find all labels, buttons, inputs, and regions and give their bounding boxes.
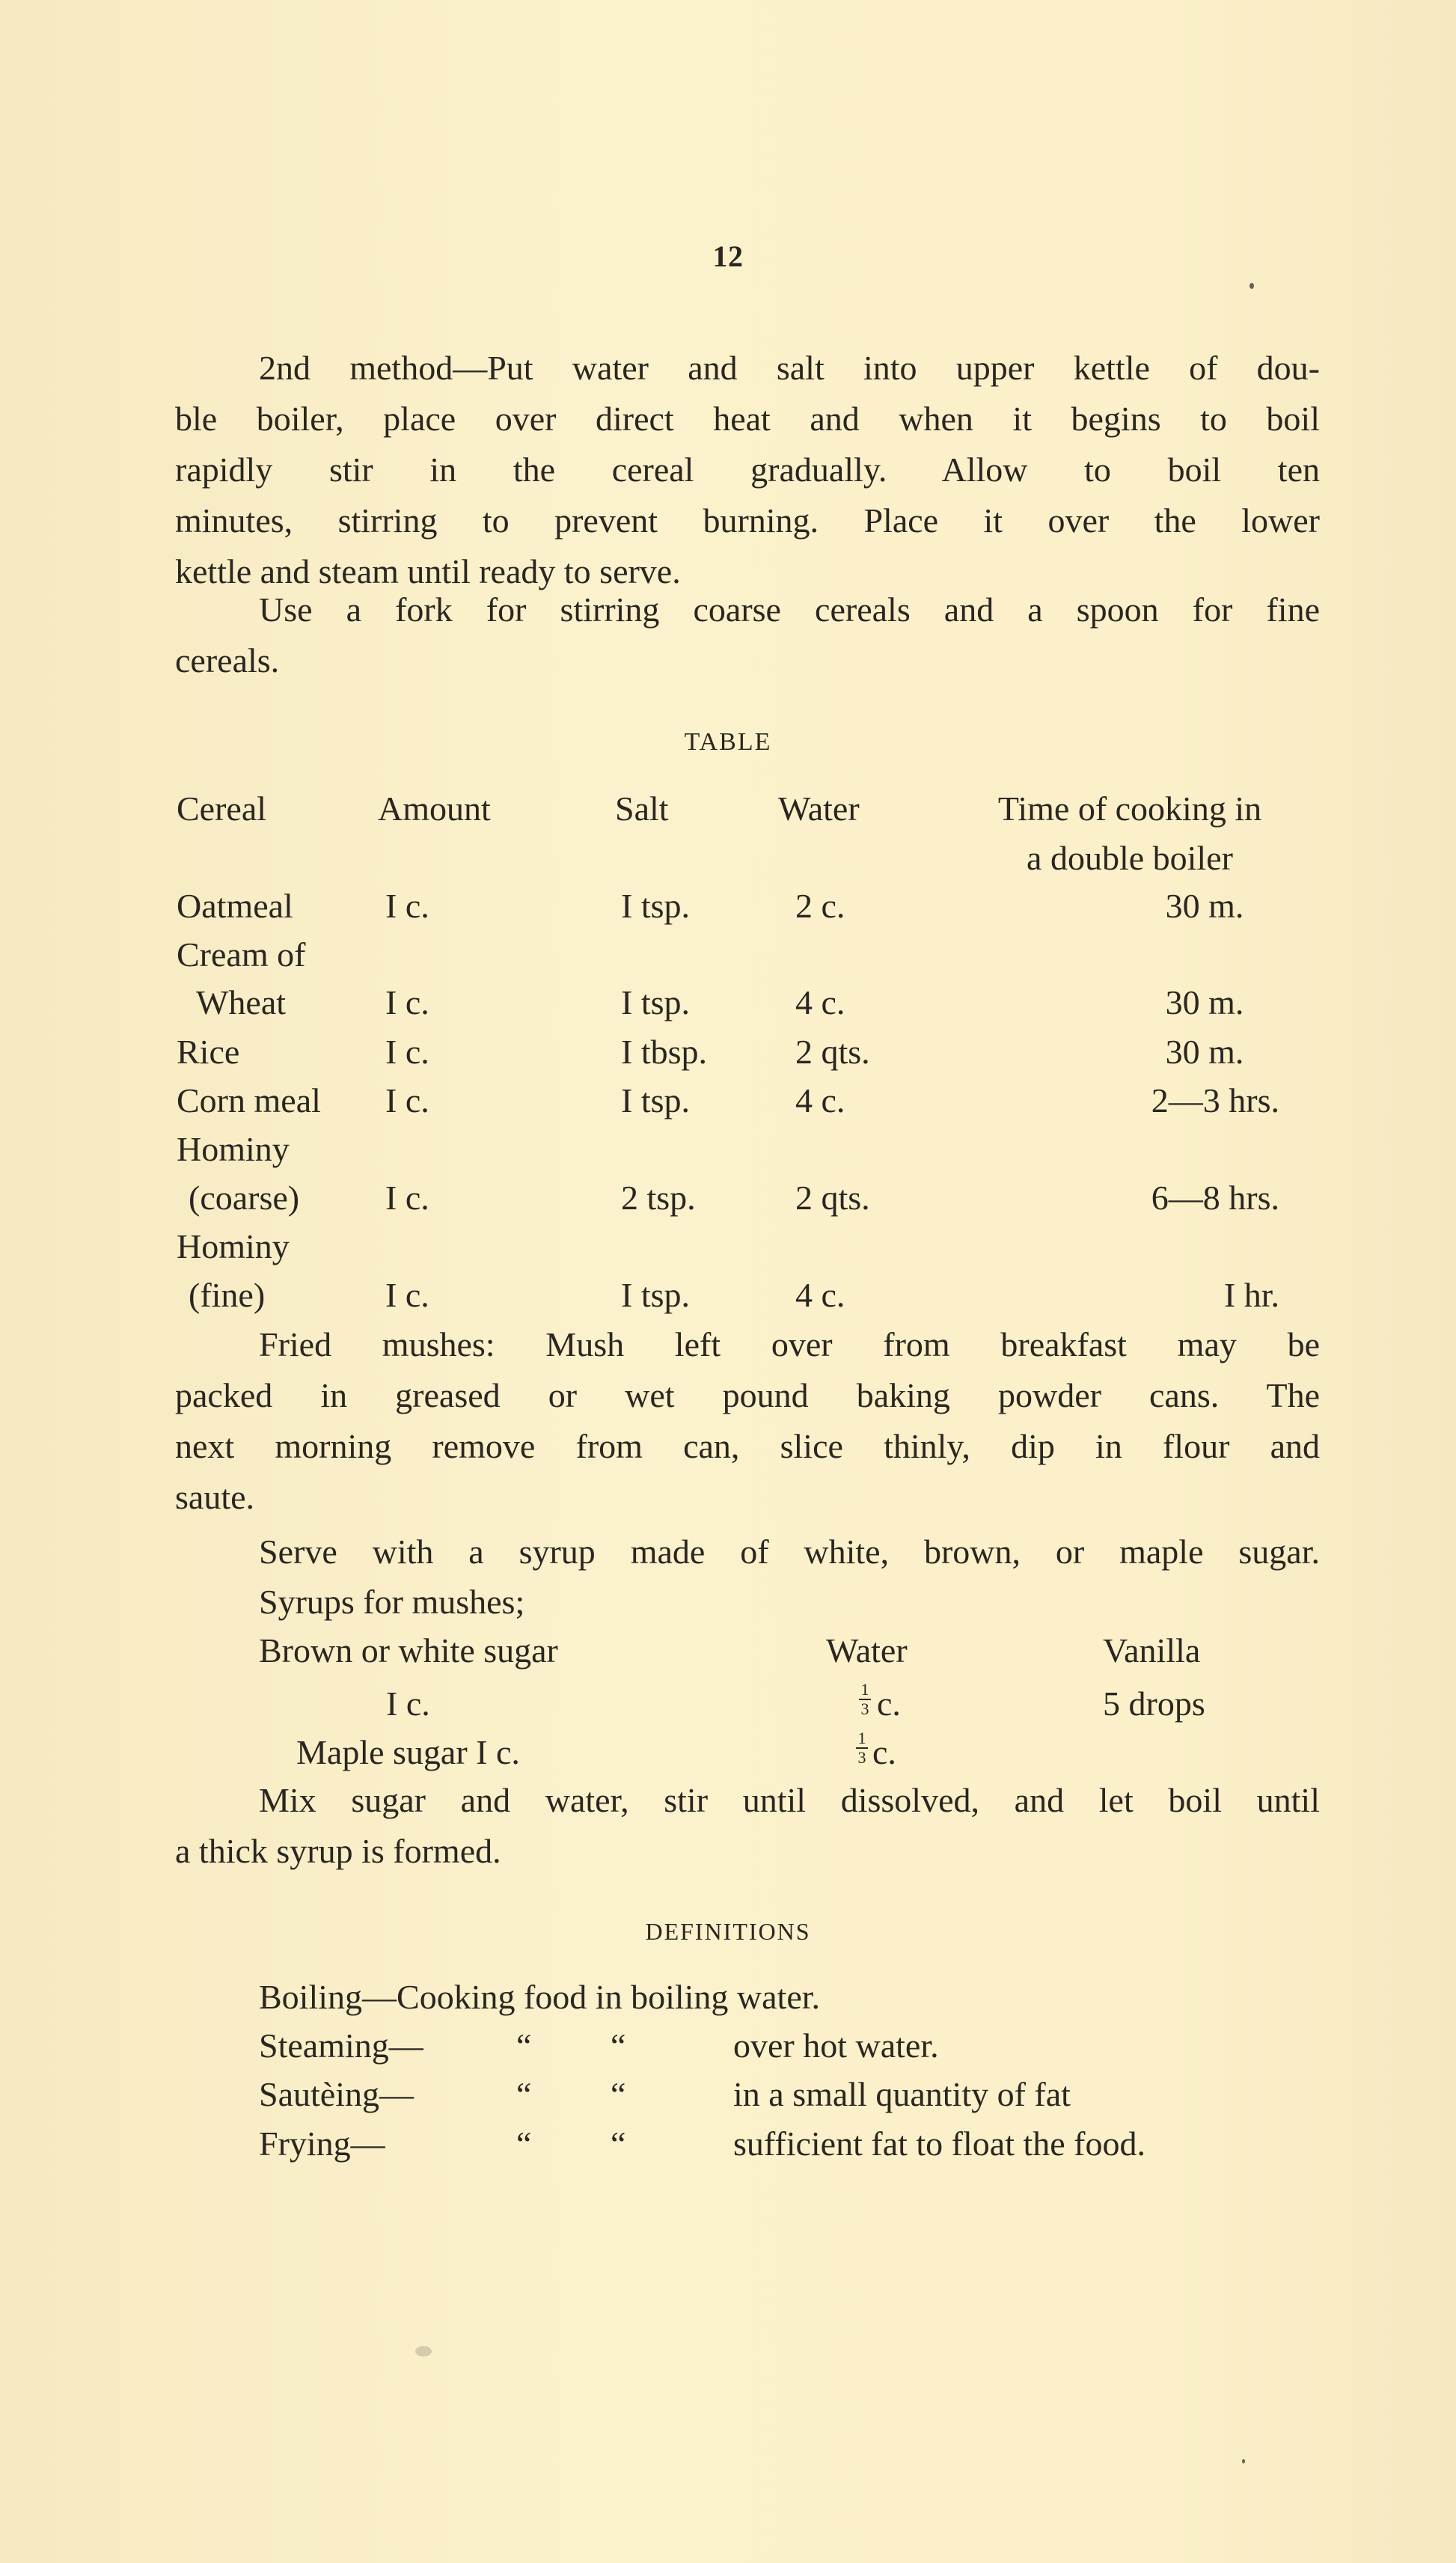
definition-term: Sautèing—: [259, 2075, 414, 2113]
fork-paragraph: [175, 584, 1320, 686]
cell-time: 30 m.: [1165, 983, 1244, 1021]
definition-text: over hot water.: [733, 2026, 939, 2065]
cell-time: 2—3 hrs.: [1151, 1081, 1279, 1119]
cell-water: 4 c.: [795, 1276, 845, 1314]
text-line: rapidly stir in the cereal gradually. Allow to boil ten: [175, 450, 1320, 489]
syrup-water-unit: c.: [877, 1684, 901, 1723]
ditto-mark: “: [611, 2026, 626, 2065]
text-line: a thick syrup is formed.: [175, 1832, 501, 1870]
text-line: 2nd method—Put water and salt into upper kettle of dou-: [259, 349, 1320, 387]
serve-paragraph: [175, 1527, 1320, 1577]
syrup-vanilla: 5 drops: [1103, 1684, 1205, 1723]
ditto-mark: “: [516, 2075, 532, 2113]
cell-salt: I tsp.: [621, 887, 690, 925]
ditto-mark: “: [516, 2124, 532, 2163]
header-salt: Salt: [615, 789, 669, 828]
cell-cereal: Rice: [177, 1033, 240, 1071]
cell-cereal: Hominy: [177, 1130, 290, 1168]
fraction-denominator: 3: [857, 1748, 866, 1767]
ditto-mark: “: [611, 2124, 626, 2163]
text-line: packed in greased or wet pound baking powder cans. The: [175, 1376, 1320, 1414]
cell-salt: I tbsp.: [621, 1033, 707, 1071]
cell-water: 2 c.: [795, 887, 845, 925]
cell-salt: 2 tsp.: [621, 1179, 696, 1217]
text-line: Serve with a syrup made of white, brown, or maple sugar.: [259, 1533, 1320, 1571]
cell-water: 4 c.: [795, 1081, 845, 1119]
text-line: ble boiler, place over direct heat and when it begins to boil: [175, 400, 1320, 438]
text-line: Use a fork for stirring coarse cereals and a spoon for fine: [259, 590, 1320, 629]
header-time-line2: a double boiler: [1027, 839, 1233, 877]
syrup-header-water: Water: [826, 1631, 908, 1670]
cell-salt: I tsp.: [621, 1081, 690, 1119]
cell-salt: I tsp.: [621, 983, 690, 1021]
cell-amount: I c.: [385, 1081, 429, 1119]
fraction-numerator: 1: [856, 1729, 868, 1749]
syrup-sugar: Maple sugar I c.: [296, 1733, 520, 1771]
cell-amount: I c.: [385, 1179, 429, 1217]
text-line: saute.: [175, 1478, 255, 1516]
cell-cereal-cont: Wheat: [196, 983, 287, 1021]
syrup-header-vanilla: Vanilla: [1103, 1631, 1201, 1670]
table-title: TABLE: [684, 728, 772, 756]
cell-time: 30 m.: [1165, 1033, 1244, 1071]
paper-speck: [1242, 2459, 1245, 2463]
cell-water: 2 qts.: [795, 1033, 870, 1071]
header-time: Time of cooking in: [997, 789, 1262, 828]
mix-paragraph: [175, 1775, 1320, 1877]
page-number: 12: [712, 239, 744, 273]
cell-cereal: Corn meal: [177, 1081, 321, 1119]
cell-time: I hr.: [1223, 1276, 1279, 1314]
cell-amount: I c.: [385, 1276, 429, 1314]
header-cereal: Cereal: [177, 789, 267, 828]
cell-water: 2 qts.: [795, 1179, 870, 1217]
ditto-mark: “: [611, 2075, 626, 2113]
text-line: kettle and steam until ready to serve.: [175, 552, 681, 590]
cell-cereal: Hominy: [177, 1227, 290, 1265]
cell-cereal: Oatmeal: [177, 887, 293, 925]
paper-smudge: [415, 2346, 432, 2356]
cell-time: 6—8 hrs.: [1151, 1179, 1279, 1217]
cell-cereal: Cream of: [177, 935, 306, 974]
definitions-title: DEFINITIONS: [645, 1918, 811, 1945]
syrup-water-fraction: [859, 1681, 871, 1718]
definition-boiling: Boiling—Cooking food in boiling water.: [259, 1978, 821, 2016]
syrups-title: Syrups for mushes;: [259, 1583, 525, 1621]
fried-mushes-paragraph: [175, 1319, 1320, 1523]
cell-salt: I tsp.: [621, 1276, 690, 1314]
definition-term: Frying—: [259, 2124, 385, 2163]
text-line: minutes, stirring to prevent burning. Place it over the lower: [175, 501, 1320, 540]
header-water: Water: [778, 789, 860, 828]
cell-water: 4 c.: [795, 983, 845, 1021]
definition-text: sufficient fat to float the food.: [733, 2124, 1145, 2163]
fraction-numerator: 1: [859, 1681, 871, 1700]
syrup-water-fraction: [856, 1729, 868, 1767]
definition-term: Steaming—: [259, 2026, 423, 2065]
cell-cereal-cont: (coarse): [189, 1179, 300, 1217]
syrup-sugar: I c.: [386, 1684, 430, 1723]
syrup-header-sugar: Brown or white sugar: [259, 1631, 558, 1670]
header-amount: Amount: [378, 789, 491, 828]
fraction-denominator: 3: [860, 1699, 869, 1718]
text-line: cereals.: [175, 641, 280, 679]
cell-cereal-cont: (fine): [189, 1276, 266, 1314]
method-paragraph: [175, 343, 1320, 597]
cell-amount: I c.: [385, 1033, 429, 1071]
cell-time: 30 m.: [1165, 887, 1244, 925]
cell-amount: I c.: [385, 983, 429, 1021]
paper-speck: [1249, 283, 1254, 289]
ditto-mark: “: [516, 2026, 532, 2065]
text-line: next morning remove from can, slice thinly, dip in flour and: [175, 1427, 1320, 1465]
syrup-water-unit: c.: [872, 1733, 896, 1771]
text-line: Fried mushes: Mush left over from breakfast may be: [259, 1325, 1320, 1363]
definition-text: in a small quantity of fat: [733, 2075, 1071, 2113]
cell-amount: I c.: [385, 887, 429, 925]
text-line: Mix sugar and water, stir until dissolved, and let boil until: [259, 1781, 1320, 1819]
